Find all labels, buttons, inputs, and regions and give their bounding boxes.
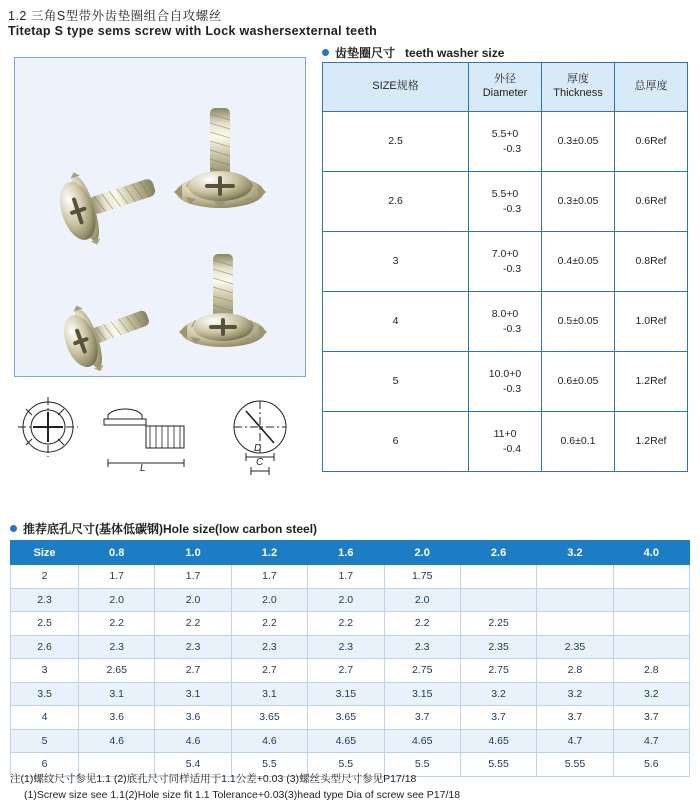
cell: 3.1 xyxy=(79,682,155,706)
cell: 2.3 xyxy=(384,635,460,659)
cell: 4.65 xyxy=(384,729,460,753)
cell: 2.25 xyxy=(460,612,536,636)
cell-total: 0.6Ref xyxy=(615,112,688,172)
table-row xyxy=(11,612,690,636)
page-title-cn: 1.2 三角S型带外齿垫圈组合自攻螺丝 xyxy=(8,9,222,23)
cell xyxy=(613,588,689,612)
table-row xyxy=(11,706,690,730)
cell-size: 5 xyxy=(11,729,79,753)
cell: 2.2 xyxy=(155,612,231,636)
cell: 3.7 xyxy=(384,706,460,730)
cell-diameter: 11+0 -0.4 xyxy=(469,412,542,472)
cell: 3.6 xyxy=(79,706,155,730)
table-row xyxy=(11,588,690,612)
product-photo-illustration xyxy=(15,58,305,376)
table-header-row xyxy=(11,541,690,565)
hole-size-table-wrap xyxy=(10,540,690,777)
cell-size: 6 xyxy=(323,412,469,472)
cell: 2.0 xyxy=(384,588,460,612)
cell-thickness: 0.4±0.05 xyxy=(542,232,615,292)
table-row xyxy=(11,635,690,659)
col-size: SIZE规格 xyxy=(323,63,469,112)
cell-size: 3.5 xyxy=(11,682,79,706)
table-header-row xyxy=(323,63,688,112)
cell: 5.6 xyxy=(613,753,689,777)
col-1-6: 1.6 xyxy=(308,541,384,565)
cell: 2.0 xyxy=(155,588,231,612)
table-row xyxy=(323,172,688,232)
cell: 2.7 xyxy=(231,659,307,683)
cell-thickness: 0.3±0.05 xyxy=(542,112,615,172)
cell xyxy=(613,612,689,636)
cell: 1.7 xyxy=(79,565,155,589)
cell xyxy=(537,588,613,612)
cell-thickness: 0.6±0.1 xyxy=(542,412,615,472)
cell: 4.65 xyxy=(460,729,536,753)
col-1-0: 1.0 xyxy=(155,541,231,565)
cell-total: 1.2Ref xyxy=(615,412,688,472)
table-row xyxy=(11,682,690,706)
cell: 2.3 xyxy=(308,635,384,659)
teeth-washer-table xyxy=(322,62,688,472)
cell: 2.2 xyxy=(308,612,384,636)
cell-size: 6 xyxy=(11,753,79,777)
cell: 2.7 xyxy=(308,659,384,683)
table-row xyxy=(11,565,690,589)
cell-size: 2.5 xyxy=(11,612,79,636)
drawing-svg xyxy=(8,385,308,495)
product-photo xyxy=(14,57,306,377)
cell: 2.0 xyxy=(308,588,384,612)
cell: 1.7 xyxy=(308,565,384,589)
col-total-thickness: 总厚度 xyxy=(615,63,688,112)
cell: 2.3 xyxy=(79,635,155,659)
cell: 3.2 xyxy=(537,682,613,706)
cell-diameter: 8.0+0 -0.3 xyxy=(469,292,542,352)
cell-size: 5 xyxy=(323,352,469,412)
cell: 2.65 xyxy=(79,659,155,683)
cell: 4.6 xyxy=(79,729,155,753)
teeth-washer-title-en: teeth washer size xyxy=(405,46,505,60)
cell-diameter: 5.5+0 -0.3 xyxy=(469,172,542,232)
hole-size-table xyxy=(10,540,690,777)
cell: 2.2 xyxy=(79,612,155,636)
table-row xyxy=(323,412,688,472)
cell: 5.5 xyxy=(384,753,460,777)
col-4-0: 4.0 xyxy=(613,541,689,565)
table-row xyxy=(11,729,690,753)
dim-label-c: C xyxy=(256,457,264,468)
technical-drawings xyxy=(8,385,308,495)
cell xyxy=(460,565,536,589)
page-title-en: Titetap S type sems screw with Lock washersexternal teeth xyxy=(8,24,378,38)
cell: 2.75 xyxy=(384,659,460,683)
footnote-line-1: 注(1)螺纹尺寸参见1.1 (2)底孔尺寸同样适用于1.1公差+0.03 (3)螺丝头型尺寸参见P17/18 xyxy=(10,773,417,785)
cell xyxy=(613,565,689,589)
cell: 2.0 xyxy=(79,588,155,612)
cell: 5.55 xyxy=(537,753,613,777)
cell: 3.7 xyxy=(460,706,536,730)
cell: 3.7 xyxy=(613,706,689,730)
cell: 3.15 xyxy=(308,682,384,706)
cell: 3.65 xyxy=(231,706,307,730)
hole-size-section-title xyxy=(10,520,317,537)
cell-diameter: 5.5+0 -0.3 xyxy=(469,112,542,172)
col-1-2: 1.2 xyxy=(231,541,307,565)
table-row xyxy=(323,112,688,172)
cell-thickness: 0.3±0.05 xyxy=(542,172,615,232)
col-2-6: 2.6 xyxy=(460,541,536,565)
cell: 1.7 xyxy=(155,565,231,589)
cell-size: 2.6 xyxy=(11,635,79,659)
cell: 1.75 xyxy=(384,565,460,589)
cell xyxy=(613,635,689,659)
cell: 2.2 xyxy=(384,612,460,636)
dim-label-d: D xyxy=(254,443,262,454)
cell: 4.6 xyxy=(155,729,231,753)
cell: 2.2 xyxy=(231,612,307,636)
hole-size-title-cn: 推荐底孔尺寸(基体低碳钢) xyxy=(23,522,163,536)
cell: 3.1 xyxy=(231,682,307,706)
cell: 4.65 xyxy=(308,729,384,753)
cell: 3.1 xyxy=(155,682,231,706)
cell-size: 2 xyxy=(11,565,79,589)
cell: 5.4 xyxy=(155,753,231,777)
cell-size: 3 xyxy=(11,659,79,683)
cell: 4.7 xyxy=(537,729,613,753)
col-3-2: 3.2 xyxy=(537,541,613,565)
footnotes xyxy=(10,772,694,804)
cell-size: 2.5 xyxy=(323,112,469,172)
cell: 4.7 xyxy=(613,729,689,753)
cell-thickness: 0.6±0.05 xyxy=(542,352,615,412)
col-0-8: 0.8 xyxy=(79,541,155,565)
cell-total: 1.2Ref xyxy=(615,352,688,412)
cell-total: 1.0Ref xyxy=(615,292,688,352)
cell-size: 4 xyxy=(323,292,469,352)
table-row xyxy=(323,232,688,292)
cell: 3.65 xyxy=(308,706,384,730)
cell: 3.2 xyxy=(460,682,536,706)
cell: 3.6 xyxy=(155,706,231,730)
cell: 4.6 xyxy=(231,729,307,753)
cell: 2.3 xyxy=(231,635,307,659)
table-row xyxy=(323,352,688,412)
col-size: Size xyxy=(11,541,79,565)
cell: 2.35 xyxy=(460,635,536,659)
cell-size: 3 xyxy=(323,232,469,292)
cell-total: 0.8Ref xyxy=(615,232,688,292)
cell: 5.5 xyxy=(231,753,307,777)
cell-total: 0.6Ref xyxy=(615,172,688,232)
cell-size: 2.6 xyxy=(323,172,469,232)
cell: 2.35 xyxy=(537,635,613,659)
col-diameter: 外径 Diameter xyxy=(469,63,542,112)
cell: 1.7 xyxy=(231,565,307,589)
cell: 2.3 xyxy=(155,635,231,659)
cell: 3.2 xyxy=(613,682,689,706)
table-row xyxy=(323,292,688,352)
cell: 5.55 xyxy=(460,753,536,777)
cell-diameter: 10.0+0 -0.3 xyxy=(469,352,542,412)
bullet-icon xyxy=(322,49,329,56)
dim-label-l: L xyxy=(140,463,146,474)
cell: 2.8 xyxy=(613,659,689,683)
cell-diameter: 7.0+0 -0.3 xyxy=(469,232,542,292)
cell xyxy=(537,612,613,636)
col-2-0: 2.0 xyxy=(384,541,460,565)
table-row xyxy=(11,659,690,683)
cell-size: 2.3 xyxy=(11,588,79,612)
cell: 2.7 xyxy=(155,659,231,683)
cell: 5.5 xyxy=(308,753,384,777)
footnote-line-2: (1)Screw size see 1.1(2)Hole size fit 1.1 Tolerance+0.03(3)head type Dia of screw see P17/18 xyxy=(24,788,461,801)
teeth-washer-title-cn: 齿垫圈尺寸 xyxy=(335,46,396,60)
cell: 3.7 xyxy=(537,706,613,730)
cell xyxy=(537,565,613,589)
cell-size: 4 xyxy=(11,706,79,730)
cell: 2.0 xyxy=(231,588,307,612)
col-thickness: 厚度 Thickness xyxy=(542,63,615,112)
teeth-washer-section-title xyxy=(322,44,504,61)
cell-thickness: 0.5±0.05 xyxy=(542,292,615,352)
cell: 2.8 xyxy=(537,659,613,683)
cell: 3.15 xyxy=(384,682,460,706)
cell: 2.75 xyxy=(460,659,536,683)
hole-size-title-en: Hole size(low carbon steel) xyxy=(163,522,318,536)
bullet-icon xyxy=(10,525,17,532)
cell xyxy=(460,588,536,612)
